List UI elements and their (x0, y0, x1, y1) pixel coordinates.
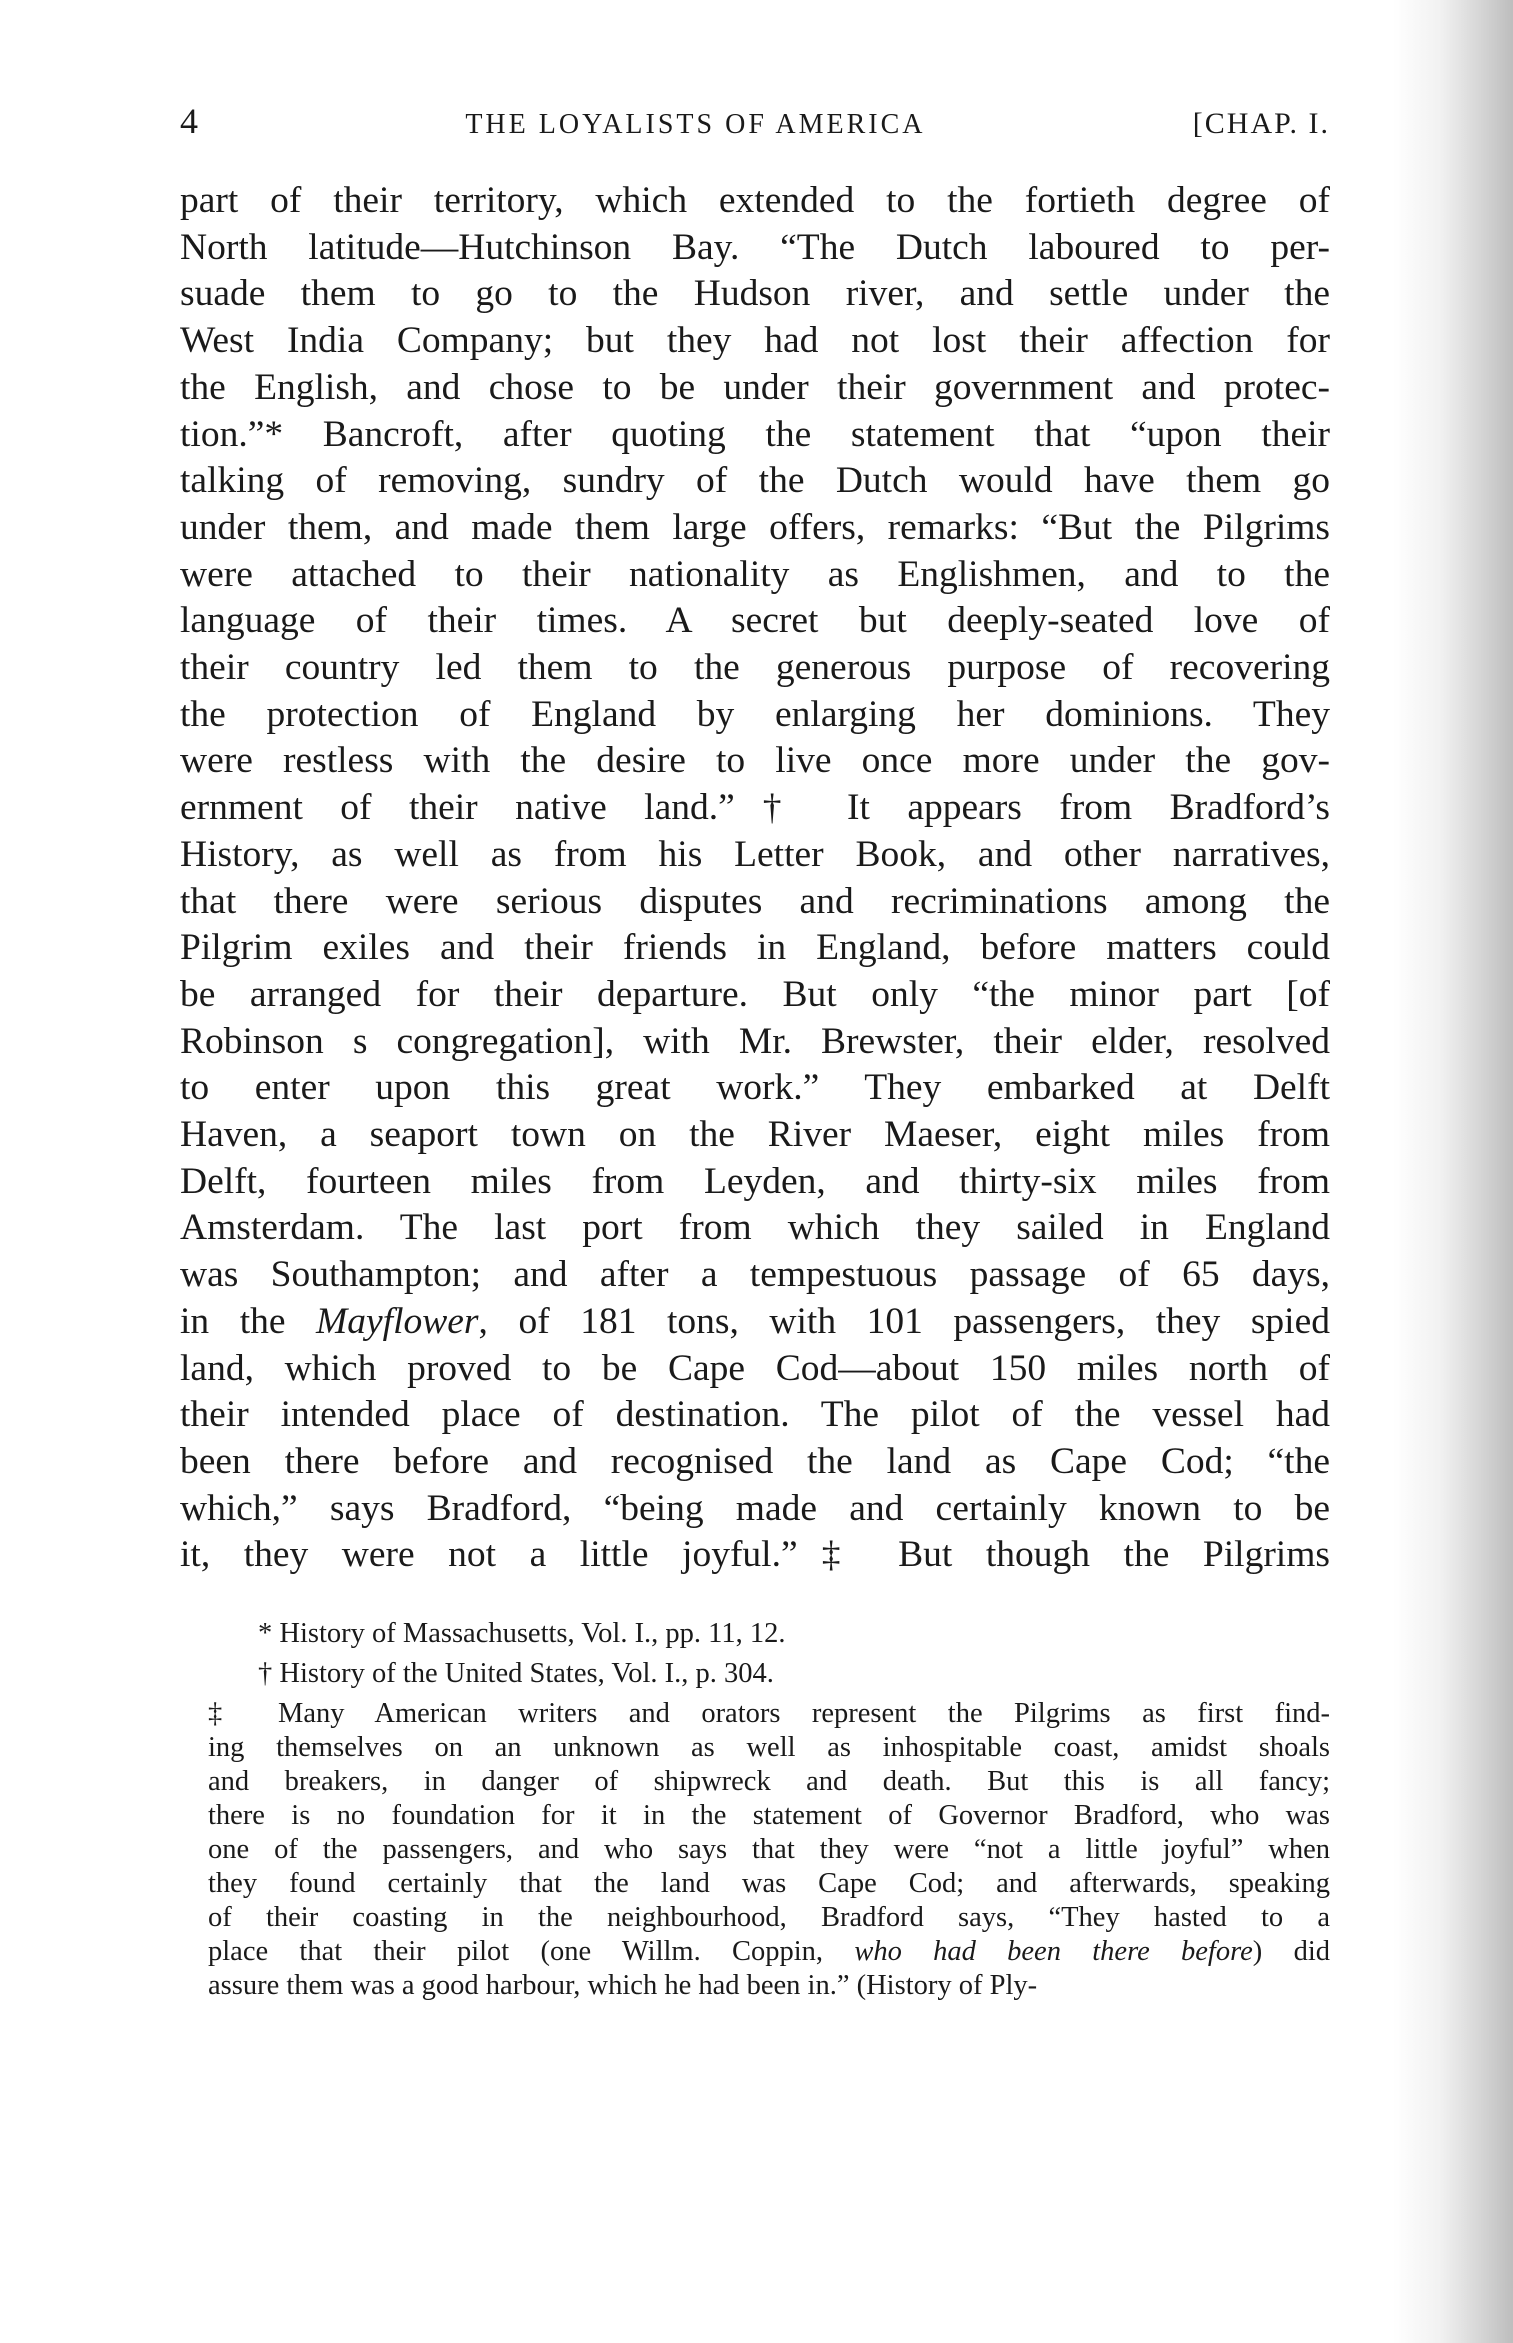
footnote-line: of their coasting in the neighbourhood, Bradford says, “They hasted to a (208, 1902, 1330, 1934)
footnote-line: they found certainly that the land was Cape Cod; and afterwards, speaking (208, 1868, 1330, 1900)
body-line: been there before and recognised the land as Cape Cod; “the (180, 1440, 1330, 1482)
running-title: THE LOYALISTS OF AMERICA (465, 109, 926, 140)
page-number: 4 (180, 101, 198, 141)
body-line: suade them to go to the Hudson river, and settle under the (180, 273, 1330, 315)
body-line: Haven, a seaport town on the River Maeser, eight miles from (180, 1114, 1330, 1156)
footnote-line: ‡ Many American writers and orators represent the Pilgrims as first find- (208, 1698, 1330, 1730)
body-line: Pilgrim exiles and their friends in England, before matters could (180, 927, 1330, 969)
footnotes (208, 1617, 1330, 2003)
body-line: language of their times. A secret but deeply-seated love of (180, 600, 1330, 642)
body-line: was Southampton; and after a tempestuous passage of 65 days, (180, 1254, 1330, 1296)
footnote-line: assure them was a good harbour, which he had been in.” (History of Ply- (208, 1970, 1038, 2002)
body-line: were attached to their nationality as Englishmen, and to the (180, 553, 1330, 595)
body-line: part of their territory, which extended to the fortieth degree of (180, 180, 1330, 221)
running-header (180, 100, 1330, 142)
body-line: the English, and chose to be under their government and protec- (180, 366, 1330, 408)
chapter-label: [CHAP. I. (1192, 107, 1330, 140)
body-line: tion.”* Bancroft, after quoting the statement that “upon their (180, 413, 1330, 455)
body-line: their country led them to the generous purpose of recovering (180, 647, 1330, 689)
body-line: land, which proved to be Cape Cod—about 150 miles north of (180, 1347, 1330, 1389)
body-line: the protection of England by enlarging her dominions. They (180, 693, 1330, 735)
footnote-double-dagger (208, 1697, 1330, 2003)
body-text (180, 178, 1330, 1579)
body-line: to enter upon this great work.” They embarked at Delft (180, 1067, 1330, 1109)
body-line: ernment of their native land.”† It appears from Bradford’s (180, 787, 1330, 829)
book-page (180, 100, 1330, 2003)
body-line: that there were serious disputes and recriminations among the (180, 880, 1330, 922)
body-line: which,” says Bradford, “being made and certainly known to be (180, 1487, 1330, 1529)
body-line: be arranged for their departure. But only “the minor part [of (180, 973, 1330, 1015)
body-line: under them, and made them large offers, remarks: “But the Pilgrims (180, 506, 1330, 548)
body-line: Delft, fourteen miles from Leyden, and thirty-six miles from (180, 1160, 1330, 1202)
body-line: North latitude—Hutchinson Bay. “The Dutch laboured to per- (180, 226, 1330, 268)
body-line: History, as well as from his Letter Book, and other narratives, (180, 833, 1330, 875)
footnote-line: place that their pilot (one Willm. Coppin, who had been there before) did (208, 1936, 1330, 1968)
body-line: West India Company; but they had not lost their affection for (180, 320, 1330, 362)
footnote-line: there is no foundation for it in the statement of Governor Bradford, who was (208, 1800, 1330, 1832)
footnote-dagger: † History of the United States, Vol. I., p. 304. (258, 1658, 774, 1690)
footnote-line: and breakers, in danger of shipwreck and death. But this is all fancy; (208, 1766, 1330, 1798)
body-line: in the Mayflower, of 181 tons, with 101 passengers, they spied (180, 1300, 1330, 1342)
footnote-line: ing themselves on an unknown as well as inhospitable coast, amidst shoals (208, 1732, 1330, 1764)
body-line: Amsterdam. The last port from which they sailed in England (180, 1207, 1330, 1249)
body-line: their intended place of destination. The pilot of the vessel had (180, 1394, 1330, 1436)
body-line: talking of removing, sundry of the Dutch would have them go (180, 460, 1330, 502)
body-line: it, they were not a little joyful.”‡ But though the Pilgrims (180, 1534, 1330, 1576)
footnote-line: one of the passengers, and who says that they were “not a little joyful” when (208, 1834, 1330, 1866)
body-line: were restless with the desire to live once more under the gov- (180, 740, 1330, 782)
footnote-star: * History of Massachusetts, Vol. I., pp. 11, 12. (258, 1618, 786, 1650)
page-edge-shadow (1393, 0, 1513, 2343)
body-line: Robinson s congregation], with Mr. Brewster, their elder, resolved (180, 1020, 1330, 1062)
